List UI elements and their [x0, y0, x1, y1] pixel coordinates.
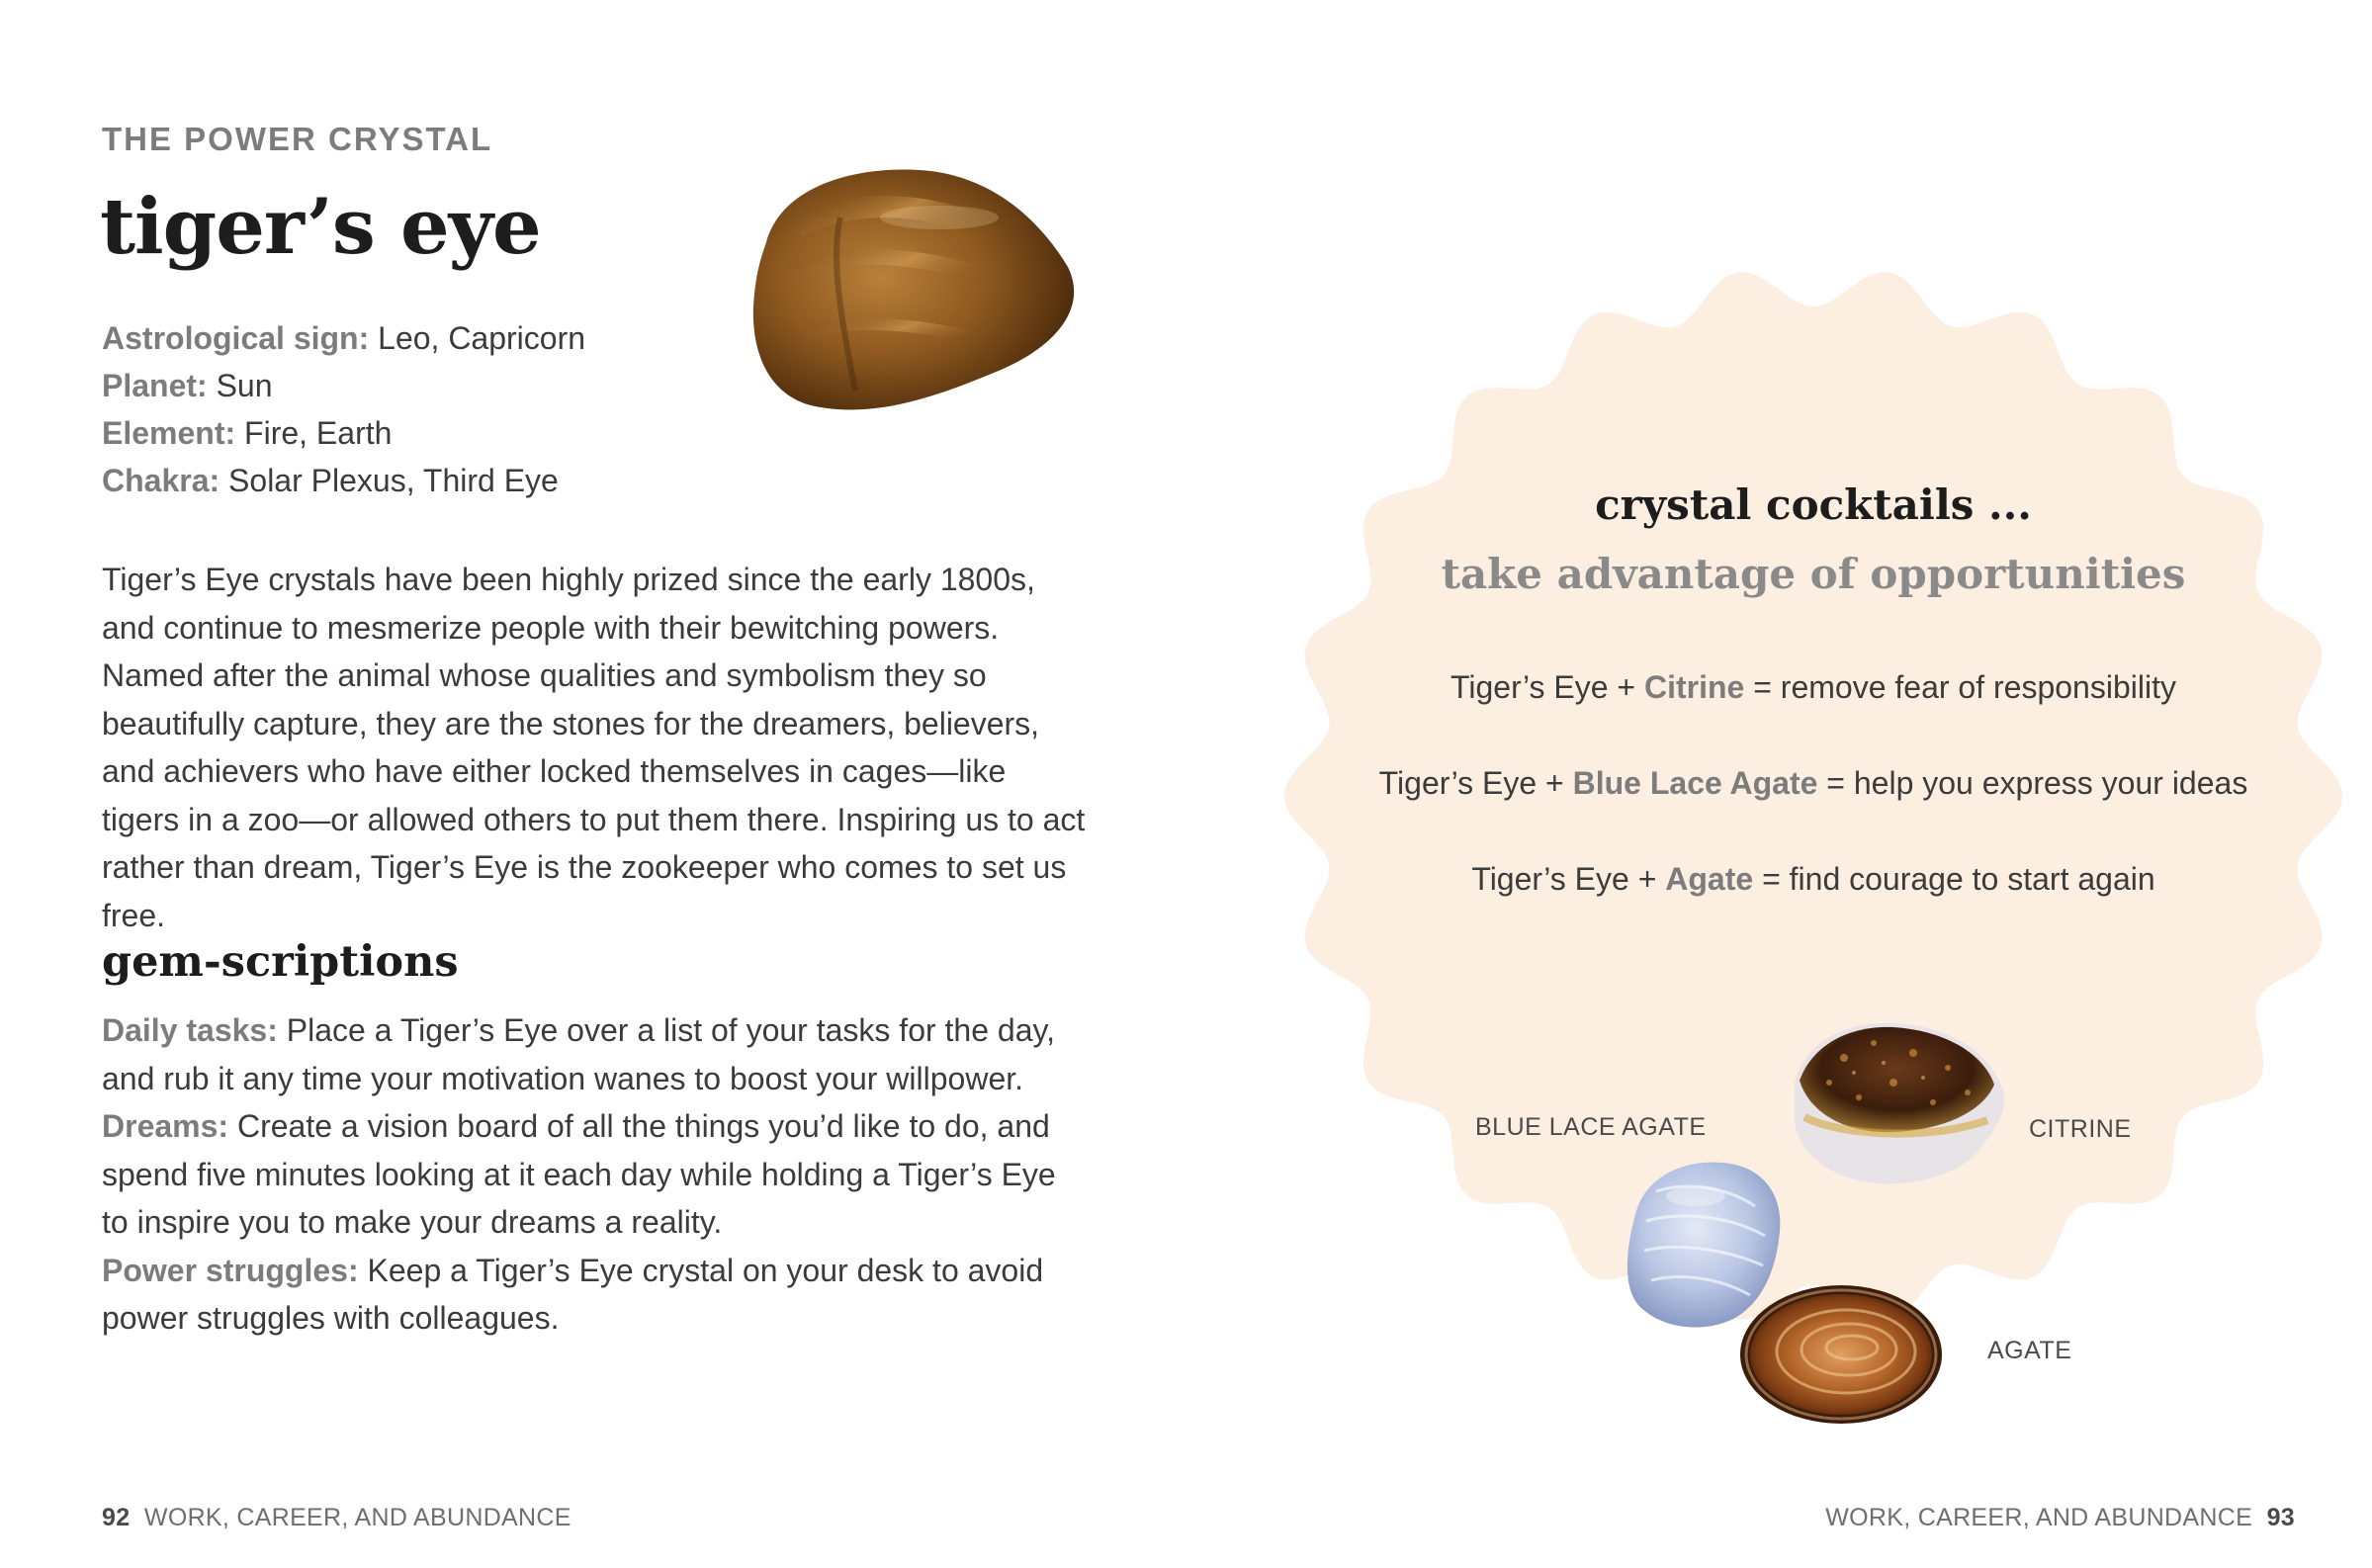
- page-number-left: 92: [102, 1504, 131, 1531]
- gem-scriptions-list: [102, 1006, 1081, 1343]
- kicker-heading: THE POWER CRYSTAL: [102, 121, 493, 157]
- cocktails-subtitle: take advantage of opportunities: [1441, 550, 2186, 598]
- property-chakra: Chakra: Solar Plexus, Third Eye: [102, 463, 559, 498]
- property-planet: Planet: Sun: [102, 368, 273, 403]
- section-name-right: WORK, CAREER, AND ABUNDANCE: [1825, 1504, 2253, 1531]
- combo-agate: Tiger’s Eye + Agate = find courage to start again: [1471, 861, 2155, 897]
- gem-item-dreams: Dreams: Create a vision board of all the things you’d like to do, and spend five minutes looking at it each day while holding a Tiger’s Eye to inspire you to make your dreams a reality.: [102, 1108, 1056, 1240]
- page-title: tiger’s eye: [100, 182, 541, 272]
- gem-item-daily-tasks: Daily tasks: Place a Tiger’s Eye over a list of your tasks for the day, and rub it any time your motivation wanes to boost your willpower.: [102, 1012, 1056, 1096]
- crystal-properties: [102, 314, 585, 504]
- footer-right: [1825, 1504, 2295, 1532]
- label-agate: AGATE: [1987, 1337, 2072, 1364]
- gem-scriptions-heading: gem-scriptions: [102, 937, 459, 987]
- label-blue-lace-agate: BLUE LACE AGATE: [1475, 1113, 1707, 1141]
- cocktails-title: crystal cocktails ...: [1595, 480, 2032, 529]
- property-astrological-sign: Astrological sign: Leo, Capricorn: [102, 320, 586, 356]
- combo-citrine: Tiger’s Eye + Citrine = remove fear of responsibility: [1450, 669, 2176, 705]
- gem-item-power-struggles: Power struggles: Keep a Tiger’s Eye crystal on your desk to avoid power struggles with colleagues.: [102, 1252, 1044, 1336]
- intro-paragraph: Tiger’s Eye crystals have been highly prized since the early 1800s, and continue to mesmerize people with their bewitching powers. Named after the animal whose qualities and symbolism they so beautifully capture, they are the stones for the dreamers, believers, and achievers who have either locked themselves in cages—like tigers in a zoo—or allowed others to put them there. Inspiring us to act rather than dream, Tiger’s Eye is the zookeeper who comes to set us free.: [102, 562, 1086, 933]
- section-name-left: WORK, CAREER, AND ABUNDANCE: [143, 1504, 571, 1531]
- combo-blue-lace-agate: Tiger’s Eye + Blue Lace Agate = help you express your ideas: [1378, 765, 2248, 801]
- tigers-eye-stone-image: [742, 158, 1088, 425]
- property-element: Element: Fire, Earth: [102, 415, 393, 451]
- label-citrine: CITRINE: [2029, 1115, 2132, 1143]
- footer-left: [102, 1504, 571, 1532]
- page-number-right: 93: [2266, 1504, 2295, 1531]
- agate-stone-image: [1735, 1280, 1948, 1429]
- citrine-stone-image: [1785, 1013, 2012, 1191]
